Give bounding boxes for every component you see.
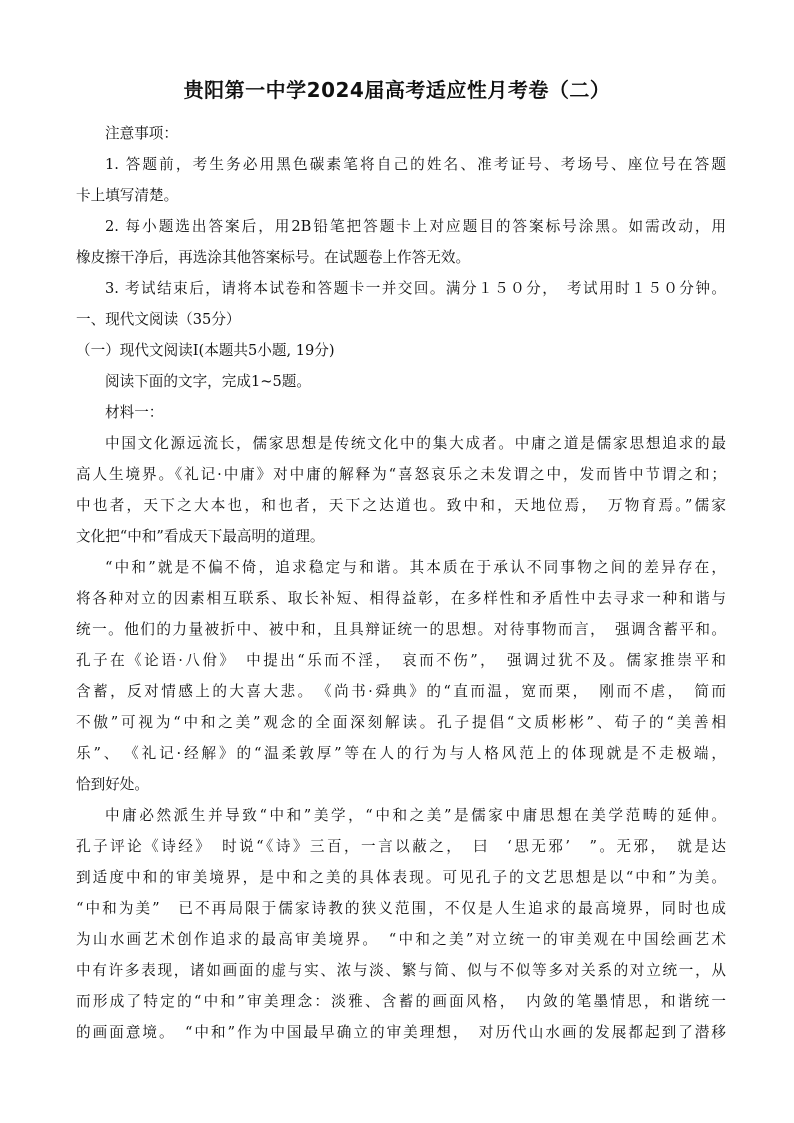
subsection-heading: （一）现代文阅读Ⅰ(本题共5小题, 19分) — [76, 342, 335, 359]
reading-instruction: 阅读下面的文字，完成1~5题。 — [105, 373, 311, 390]
section-heading: 一、现代文阅读（35分） — [76, 311, 241, 328]
paragraph-line: 的画面意境。 “中和”作为中国最早确立的审美理想， 对历代山水画的发展都起到了潜移 — [76, 1024, 726, 1041]
material-label: 材料一： — [105, 404, 164, 421]
paragraph-line: 将各种对立的因素相互联系、取长补短、相得益彰，在多样性和矛盾性中去寻求一种和谐与 — [76, 590, 726, 607]
paragraph-line: 孔子在《论语·八佾》 中提出“乐而不淫， 哀而不伤”， 强调过犹不及。儒家推崇平和 — [76, 652, 726, 669]
exam-body — [76, 118, 726, 1048]
paragraph-line: 含蓄，反对情感上的大喜大悲。 《尚书·舜典》的“直而温，宽而栗， 刚而不虐， 简而 — [76, 683, 726, 700]
paragraph-line: 恰到好处。 — [76, 776, 149, 793]
notice-heading: 注意事项： — [105, 125, 178, 142]
notice-item-1-line-2: 卡上填写清楚。 — [76, 187, 179, 204]
paragraph-line: 孔子评论《诗经》 时说“《诗》三百，一言以蔽之， 曰 ‘思无邪’ ”。无邪， 就是达 — [76, 838, 726, 855]
paragraph-line: 中国文化源远流长，儒家思想是传统文化中的集大成者。中庸之道是儒家思想追求的最 — [105, 435, 726, 452]
paragraph-line: 而形成了特定的“中和”审美理念：淡雅、含蓄的画面风格， 内敛的笔墨情思，和谐统一 — [76, 993, 726, 1010]
paragraph-line: 文化把“中和”看成天下最高明的道理。 — [76, 528, 325, 545]
notice-item-1-line-1: 1. 答题前，考生务必用黑色碳素笔将自己的姓名、准考证号、考场号、座位号在答题 — [105, 156, 726, 173]
notice-item-2-line-1: 2. 每小题选出答案后，用2B铅笔把答题卡上对应题目的答案标号涂黑。如需改动，用 — [105, 218, 726, 235]
paragraph-line: 中有许多表现，诸如画面的虚与实、浓与淡、繁与简、似与不似等多对关系的对立统一，从 — [76, 962, 726, 979]
paragraph-line: 到适度中和的审美境界，是中和之美的具体表现。可见孔子的文艺思想是以“中和”为美。 — [76, 869, 726, 886]
paragraph-line: 高人生境界。《礼记·中庸》对中庸的解释为“喜怒哀乐之未发谓之中，发而皆中节谓之和； — [76, 466, 726, 483]
paragraph-line: 乐”、 《礼记·经解》的“温柔敦厚”等在人的行为与人格风范上的体现就是不走极端， — [76, 745, 726, 762]
paragraph-line: 统一。他们的力量被折中、被中和，且具辩证统一的思想。对待事物而言， 强调含蓄平和。 — [76, 621, 726, 638]
notice-item-3: 3. 考试结束后，请将本试卷和答题卡一并交回。满分１５０分， 考试用时１５０分钟。 — [105, 280, 726, 297]
notice-item-2-line-2: 橡皮擦干净后，再选涂其他答案标号。在试题卷上作答无效。 — [76, 249, 471, 266]
exam-title: 贵阳第一中学2024届高考适应性月考卷（二） — [183, 78, 611, 102]
paragraph-line: 为山水画艺术创作追求的最高审美境界。 “中和之美”对立统一的审美观在中国绘画艺术 — [76, 931, 726, 948]
paragraph-line: 中也者，天下之大本也，和也者，天下之达道也。致中和，天地位焉， 万物育焉。”儒家 — [76, 497, 726, 514]
paragraph-line: 不傲”可视为“中和之美”观念的全面深刻解读。孔子提倡“文质彬彬”、荀子的“美善相 — [76, 714, 726, 731]
paragraph-line: 中庸必然派生并导致“中和”美学，“中和之美”是儒家中庸思想在美学范畴的延伸。 — [105, 807, 726, 824]
paragraph-line: “中和为美” 已不再局限于儒家诗教的狭义范围，不仅是人生追求的最高境界，同时也成 — [76, 900, 726, 917]
paragraph-line: “中和”就是不偏不倚，追求稳定与和谐。其本质在于承认不同事物之间的差异存在， — [105, 559, 726, 576]
